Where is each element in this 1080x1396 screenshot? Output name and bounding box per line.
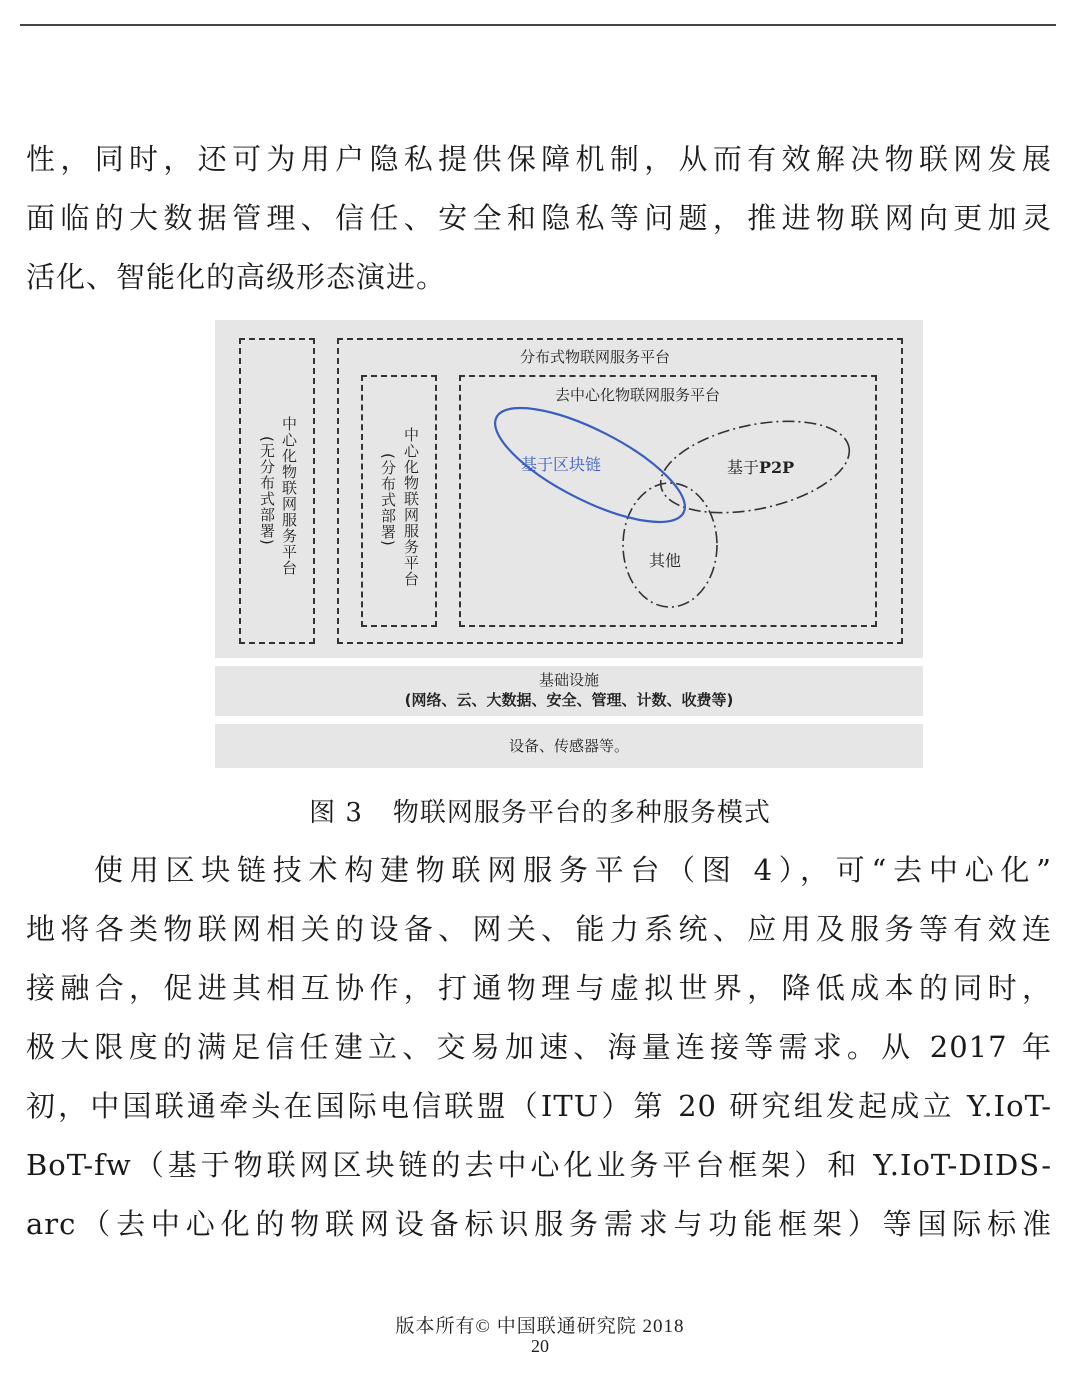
central-distributed-note: (分布式部署) — [379, 453, 397, 547]
infrastructure-title: 基础设施 — [538, 671, 599, 689]
paragraph-2-line: 初，中国联通牵头在国际电信联盟（ITU）第 20 研究组发起成立 Y.IoT- — [26, 1089, 1052, 1123]
devices-band: 设备、传感器等。 — [215, 724, 923, 768]
paragraph-2-line: 接融合，促进其相互协作，打通物理与虚拟世界，降低成本的同时， — [26, 971, 1052, 1005]
figure-title: 物联网服务平台的多种服务模式 — [392, 798, 771, 828]
other-label: 其他 — [649, 551, 682, 570]
paragraph-2-line: 使用区块链技术构建物联网服务平台（图 4），可“去中心化” — [94, 853, 1052, 887]
infrastructure-detail: (网络、云、大数据、安全、管理、计数、收费等) — [404, 691, 734, 709]
footer-copyright: 版本所有© 中国联通研究院 2018 — [395, 1316, 685, 1337]
other-ellipse — [623, 483, 717, 607]
figure-caption — [0, 792, 1080, 829]
paragraph-1-line: 性，同时，还可为用户隐私提供保障机制，从而有效解决物联网发展 — [26, 142, 1052, 176]
blockchain-label: 基于区块链 — [521, 455, 602, 474]
central-platform-note: (无分布式部署) — [258, 436, 276, 546]
infrastructure-band — [215, 666, 923, 716]
figure-service-modes — [215, 320, 923, 768]
paragraph-2 — [26, 841, 1052, 1254]
central-distributed-label: 中心化物联网服务平台 — [402, 427, 420, 587]
paragraph-1-line: 面临的大数据管理、信任、安全和隐私等问题，推进物联网向更加灵 — [26, 201, 1052, 235]
paragraph-2-line: arc（去中心化的物联网设备标识服务需求与功能框架）等国际标准 — [26, 1207, 1052, 1241]
paragraph-2-line: 地将各类物联网相关的设备、网关、能力系统、应用及服务等有效连 — [26, 912, 1052, 946]
paragraph-1-line: 活化、智能化的高级形态演进。 — [26, 260, 447, 294]
header-rule — [20, 24, 1056, 26]
figure-number: 图 3 — [309, 798, 363, 828]
figure-panel — [215, 320, 923, 658]
paragraph-2-line: 极大限度的满足信任建立、交易加速、海量连接等需求。从 2017 年 — [26, 1030, 1052, 1064]
p2p-label: 基于P2P — [727, 458, 795, 477]
paragraph-2-line: BoT-fw（基于物联网区块链的去中心化业务平台框架）和 Y.IoT-DIDS- — [26, 1148, 1052, 1182]
decentralized-platform-title: 去中心化物联网服务平台 — [555, 386, 721, 404]
distributed-platform-title: 分布式物联网服务平台 — [520, 348, 671, 366]
venn-diagram — [215, 320, 923, 658]
paragraph-1 — [26, 130, 1052, 307]
central-platform-label: 中心化物联网服务平台 — [280, 416, 298, 576]
page-number: 20 — [531, 1336, 549, 1356]
